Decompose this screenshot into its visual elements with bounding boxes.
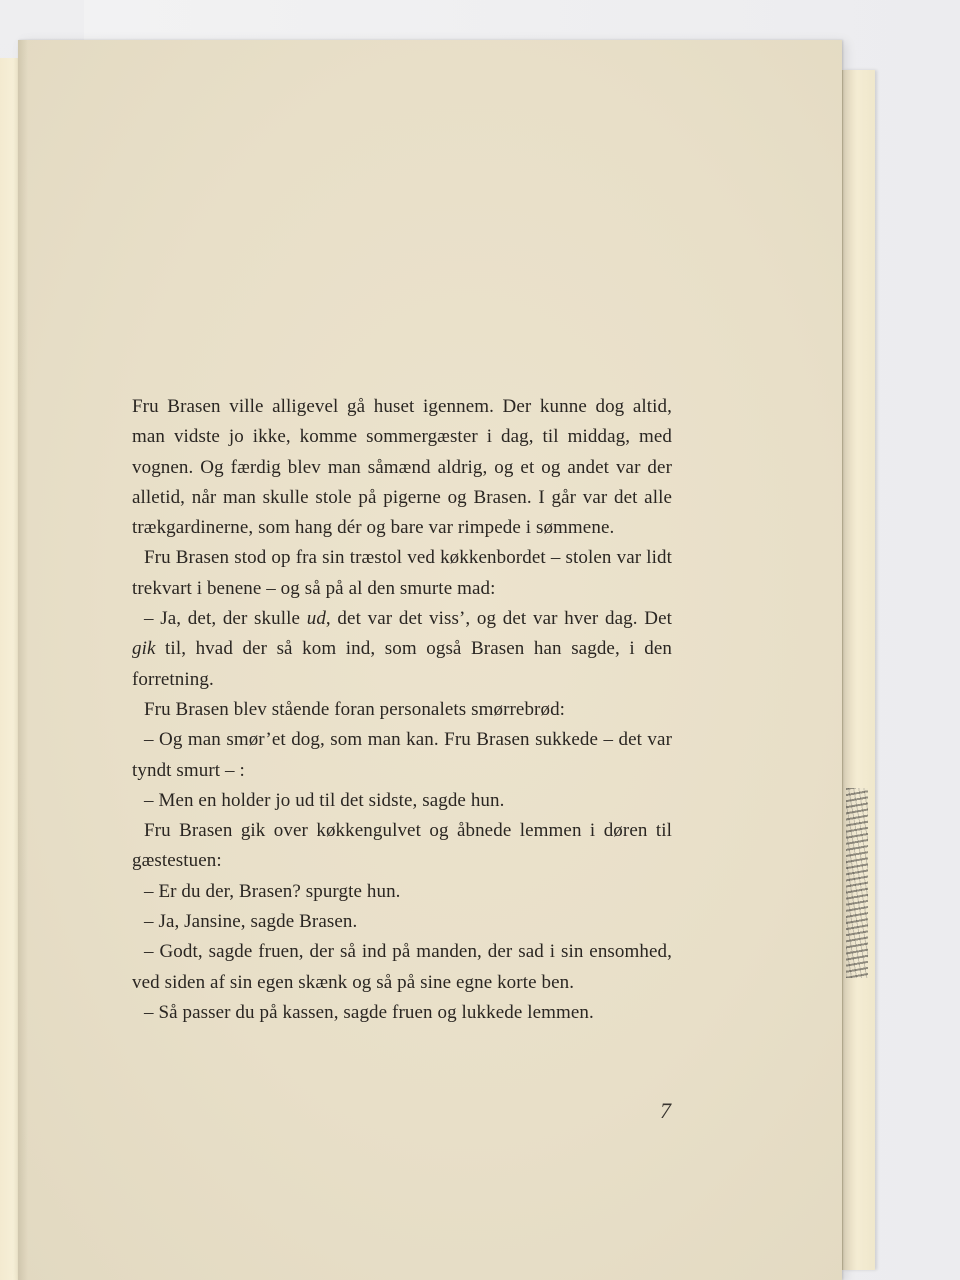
paragraph: [132, 816, 672, 877]
paragraph: [132, 907, 672, 937]
italic-text: ud: [306, 608, 326, 630]
text-run: Fru Brasen blev stående foran personalets smørrebrød:: [144, 698, 566, 720]
text-run: – Men en holder jo ud til det sidste, sagde hun.: [144, 789, 505, 811]
text-run: – Ja, Jansine, sagde Brasen.: [144, 911, 358, 933]
body-text: [132, 392, 672, 1028]
text-run: til, hvad der så kom ind, som også Brasen han sagde, i den forretning.: [132, 638, 672, 690]
paragraph: [132, 786, 672, 816]
paragraph: [132, 695, 672, 725]
text-run: – Er du der, Brasen? spurgte hun.: [144, 880, 401, 902]
text-run: Fru Brasen gik over køkkengulvet og åbnede lemmen i døren til gæstestuen:: [132, 820, 672, 872]
text-run: – Så passer du på kassen, sagde fruen og lukkede lemmen.: [144, 1001, 594, 1023]
text-run: , det var det viss’, og det var hver dag. Det: [325, 608, 672, 630]
back-pages-edge: [842, 70, 875, 1270]
gutter-shadow: [18, 40, 28, 1280]
paragraph: [132, 877, 672, 907]
paragraph: [132, 604, 672, 695]
text-run: Fru Brasen stod op fra sin træstol ved køkkenbordet – stolen var lidt trekvart i benene – og så på al den smurte mad:: [132, 547, 672, 599]
italic-text: gik: [132, 638, 156, 660]
paragraph: [132, 392, 672, 543]
paragraph: [132, 937, 672, 998]
text-run: Fru Brasen ville alligevel gå huset igennem. Der kunne dog altid, man vidste jo ikke, komme sommergæster i dag, til middag, med vognen. Og færdig blev man såmænd aldrig, og et og andet var der alletid, når man skulle stole på pigerne og Brasen. I går var det alle trækgardinerne, som hang dér og bare var rimpede i sømmene.: [132, 396, 672, 539]
text-run: – Godt, sagde fruen, der så ind på manden, der sad i sin ensomhed, ved siden af sin egen skænk og så på sine egne korte ben.: [132, 941, 672, 993]
page-number: 7: [660, 1098, 671, 1123]
paragraph: [132, 543, 672, 604]
paragraph: [132, 725, 672, 786]
text-run: – Ja, det, der skulle: [144, 608, 307, 630]
text-run: – Og man smør’et dog, som man kan. Fru Brasen sukkede – det var tyndt smurt – :: [132, 729, 672, 781]
paragraph: [132, 998, 672, 1028]
endpaper-illustration: [846, 788, 868, 978]
